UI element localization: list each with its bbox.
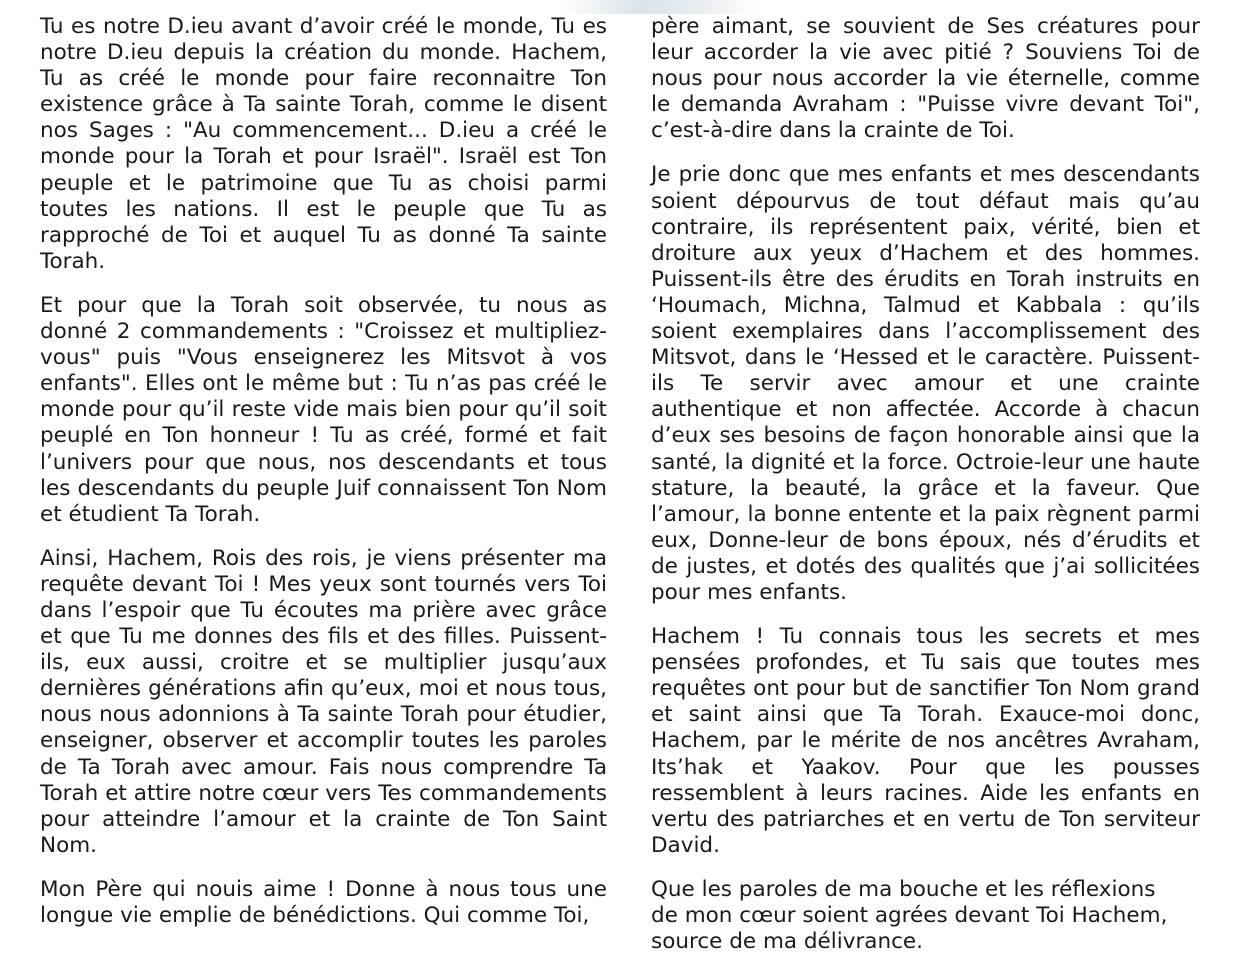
closing-line: Que les paroles de ma bouche et les réflexions xyxy=(651,876,1156,902)
paragraph: Ainsi, Hachem, Rois des rois, je viens présenter ma requête devant Toi ! Mes yeux sont tournés vers Toi dans l’espoir que Tu écoutes ma prière avec grâce et que Tu me donnes des fils et des filles. Puissent-ils, eux aussi, croitre et se multiplier jusqu’aux dernières générations afin qu’eux, moi et nous tous, nous nous adonnions à Ta sainte Torah pour étudier, enseigner, observer et accomplir toutes les paroles de Ta Torah avec amour. Fais nous comprendre Ta Torah et attire notre cœur vers Tes commandements pour atteindre l’amour et la crainte de Ton Saint Nom. xyxy=(40,545,607,858)
paragraph: Tu es notre D.ieu avant d’avoir créé le monde, Tu es notre D.ieu depuis la création du monde. Hachem, Tu as créé le monde pour faire reconnaitre Ton existence grâce à Ta sainte Torah, comme le disent nos Sages : "Au commencement... D.ieu a créé le monde pour la Torah et pour Israël". Israël est Ton peuple et le patrimoine que Tu as choisi parmi toutes les nations. Il est le peuple que Tu as rapproché de Toi et auquel Tu as donné Ta sainte Torah. xyxy=(40,14,607,274)
left-column xyxy=(40,14,607,947)
paragraph: Je prie donc que mes enfants et mes descendants soient dépourvus de tout défaut mais qu’au contraire, ils représentent paix, vérité, bien et droiture aux yeux d’Hachem et des hommes. Puissent-ils être des érudits en Torah instruits en ‘Houmach, Michna, Talmud et Kabbala : qu’ils soient exemplaires dans l’accomplissement des Mitsvot, dans le ‘Hessed et le caractère. Puissent-ils Te servir avec amour et une crainte authentique et non affectée. Accorde à chacun d’eux ses besoins de façon honorable ainsi que la santé, la dignité et la force. Octroie-leur une haute stature, la beauté, la grâce et la faveur. Que l’amour, la bonne entente et la paix règnent parmi eux, Donne-leur de bons époux, nés d’érudits et de justes, et dotés des qualités que j’ai sollicitées pour mes enfants. xyxy=(651,162,1200,605)
paragraph: Et pour que la Torah soit observée, tu nous as donné 2 commandements : "Croissez et multipliez-vous" puis "Vous enseignerez les Mitsvot à vos enfants". Elles ont le même but : Tu n’as pas créé le monde pour qu’il reste vide mais bien pour qu’il soit peuplé en Ton honneur ! Tu as créé, formé et fait l’univers pour que nous, nos descendants et tous les descendants du peuple Juif connaissent Ton Nom et étudient Ta Torah. xyxy=(40,292,607,527)
closing-paragraph xyxy=(651,877,1200,955)
background-image-fragment xyxy=(560,0,760,14)
paragraph: père aimant, se souvient de Ses créatures pour leur accorder la vie avec pitié ? Souviens Toi de nous pour nous accorder la vie éternelle, comme le demanda Avraham : "Puisse vivre devant Toi", c’est-à-dire dans la crainte de Toi. xyxy=(651,14,1200,144)
paragraph: Mon Père qui nouis aime ! Donne à nous tous une longue vie emplie de bénédictions. Qui comme Toi, xyxy=(40,876,607,928)
closing-line: source de ma délivrance. xyxy=(651,929,923,955)
paragraph: Hachem ! Tu connais tous les secrets et mes pensées profondes, et Tu sais que toutes mes requêtes ont pour but de sanctifier Ton Nom grand et saint ainsi que Ta Torah. Exauce-moi donc, Hachem, par le mérite de nos ancêtres Avraham, Its’hak et Yaakov. Pour que les pousses ressemblent à leurs racines. Aide les enfants en vertu des patriarches et en vertu de Ton serviteur David. xyxy=(651,624,1200,858)
closing-line: de mon cœur soient agrées devant Toi Hachem, xyxy=(651,903,1168,928)
right-column xyxy=(651,14,1200,973)
